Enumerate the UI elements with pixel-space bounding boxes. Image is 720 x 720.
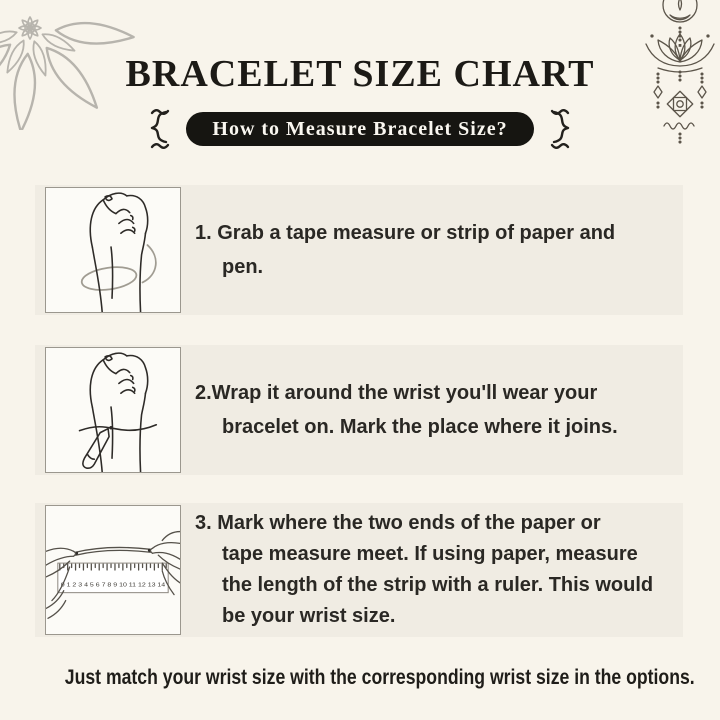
step-line: the length of the strip with a ruler. This would — [222, 574, 654, 596]
step-line: pen. — [222, 256, 264, 278]
step-line: 2.Wrap it around the wrist you'll wear your — [195, 382, 598, 404]
step-box-2 — [35, 345, 683, 475]
step-line: be your wrist size. — [222, 605, 396, 627]
how-to-measure-badge-row — [0, 106, 720, 152]
hand-illustration-frame — [45, 187, 181, 313]
hand-illustration-frame — [45, 347, 181, 473]
flourish-left-icon — [144, 106, 174, 152]
ruler-numbers: 0 1 2 3 4 5 6 7 8 9 10 11 12 13 14 — [60, 582, 167, 589]
footer-note: Just match your wrist size with the corresponding wrist size in the options. — [64, 665, 695, 689]
step-text-1 — [195, 185, 679, 315]
fist-with-marker-pen-illustration — [46, 348, 180, 472]
step-line: 1. Grab a tape measure or strip of paper and — [195, 222, 616, 244]
hands-holding-strip-over-ruler-illustration — [46, 506, 180, 634]
step-box-1 — [35, 185, 683, 315]
step-line: bracelet on. Mark the place where it joins. — [222, 416, 618, 438]
lotus-pendant-ornament — [600, 0, 720, 200]
fist-with-tape-loop-illustration — [46, 188, 180, 312]
how-to-measure-badge: How to Measure Bracelet Size? — [186, 112, 533, 146]
step-box-3 — [35, 503, 683, 637]
hand-illustration-frame — [45, 505, 181, 635]
flourish-right-icon — [546, 106, 576, 152]
step-text-3 — [195, 503, 679, 637]
page-title: BRACELET SIZE CHART — [125, 53, 595, 95]
step-text-2 — [195, 345, 679, 475]
step-line: tape measure meet. If using paper, measure — [222, 543, 638, 565]
step-line: 3. Mark where the two ends of the paper or — [195, 512, 601, 534]
